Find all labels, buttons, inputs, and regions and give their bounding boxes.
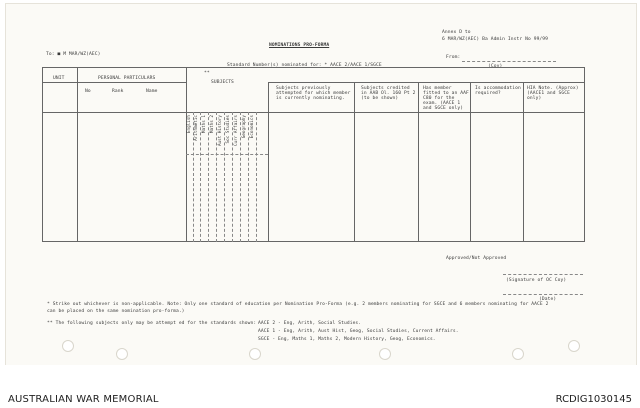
note-1a: * Strike out whichever is non-applicable. Note: Only one standard of education per Nomination Pro-Forma (e.g. 2 members nominating for SGCE and 6 members nominating for AACE 2: [47, 302, 549, 307]
punch-hole: [512, 348, 524, 360]
note-2: ** The following subjects only may be attempt ed for the standards shown:: [47, 321, 257, 326]
header-row-rule: [42, 112, 585, 113]
instruction-ref: 6 MAR/WZ(AEC) Ba Admin Instr No 99/99: [442, 37, 549, 42]
subject-economics: Economics: [250, 115, 255, 139]
punch-hole: [249, 348, 261, 360]
punch-hole: [568, 340, 580, 352]
accommodation-header: Is accommodation required?: [475, 86, 521, 96]
no-header: No: [85, 89, 91, 94]
unit-label: (Coy): [488, 64, 503, 69]
subject-maths-1: Maths 1: [202, 115, 207, 134]
standard-aace2: AACE 2 - Eng, Arith, Social Studies.: [258, 321, 362, 326]
date-label: (Date): [539, 297, 557, 302]
punch-hole: [379, 348, 391, 360]
subjects-mark: **: [204, 71, 210, 76]
subject-curr-affairs: Curr Affairs: [234, 115, 239, 147]
standard-line: Standard Number(s) nominated for: * AACE 2/AACE 1/SGCE: [227, 63, 382, 68]
fitted-header: Has member fitted to an AAF C80 for the exam. (AACE 1 and SGCE only): [423, 86, 469, 111]
subject-english: English: [187, 115, 192, 134]
rank-header: Rank: [112, 89, 124, 94]
personal-particulars-header: PERSONAL PARTICULARS: [98, 76, 156, 81]
signature-rule: [503, 274, 583, 275]
col-divider-accommodation: [523, 82, 524, 242]
col-divider-credited: [418, 82, 419, 242]
subject-geography: Geography: [242, 115, 247, 139]
subjects-header: SUBJECTS: [211, 80, 234, 85]
subject-soc-studies: Soc Studies: [226, 115, 231, 144]
col-divider-unit: [77, 67, 78, 242]
archive-name: AUSTRALIAN WAR MEMORIAL: [8, 394, 159, 405]
annex-label: Annex D to: [442, 30, 471, 35]
from-rule: [462, 61, 556, 62]
credited-header: Subjects credited in AAB Ol. 160 Pt 2 (to be shown): [361, 86, 416, 101]
record-id: RCDIG1030145: [555, 394, 632, 405]
subject-aust-history: Aust History: [218, 115, 223, 147]
date-rule: [503, 294, 583, 295]
punch-hole: [62, 340, 74, 352]
standard-aace1: AACE 1 - Eng, Arith, Aust Hist, Geog, Social Studies, Current Affairs.: [258, 329, 459, 334]
previous-header: Subjects previously attempted for which member is currently nominating.: [276, 86, 351, 101]
document-page: [5, 3, 637, 367]
subject-arithmetic: Arithmetic: [194, 115, 199, 141]
name-header: Name: [146, 89, 158, 94]
form-title: NOMINATIONS PRO-FORMA: [269, 43, 330, 48]
standard-sgce: SGCE - Eng, Maths 1, Maths 2, Modern History, Geog, Economics.: [258, 337, 436, 342]
note-1b: can be placed on the same nomination pro-forma.): [47, 309, 185, 314]
approved-line: Approved/Not Approved: [446, 256, 507, 261]
header-sub-rule: [42, 82, 186, 83]
subject-names-rule: [186, 154, 268, 155]
unit-header: UNIT: [53, 76, 65, 81]
col-divider-subjects: [268, 82, 269, 242]
col-divider-previous: [354, 82, 355, 242]
from-label: From:: [446, 55, 461, 60]
punch-hole: [116, 348, 128, 360]
subject-divider: [256, 112, 257, 242]
subject-maths-2: Maths 2: [210, 115, 215, 134]
archive-footer: [0, 365, 640, 408]
to-line: To: ■ M MAR/WZ(AEC): [46, 52, 101, 57]
right-header-rule: [268, 82, 585, 83]
signature-label: (Signature of OC Coy): [506, 278, 567, 283]
hq-note-header: HIA Note. (Approx) (AACE1 and SGCE only): [527, 86, 579, 101]
